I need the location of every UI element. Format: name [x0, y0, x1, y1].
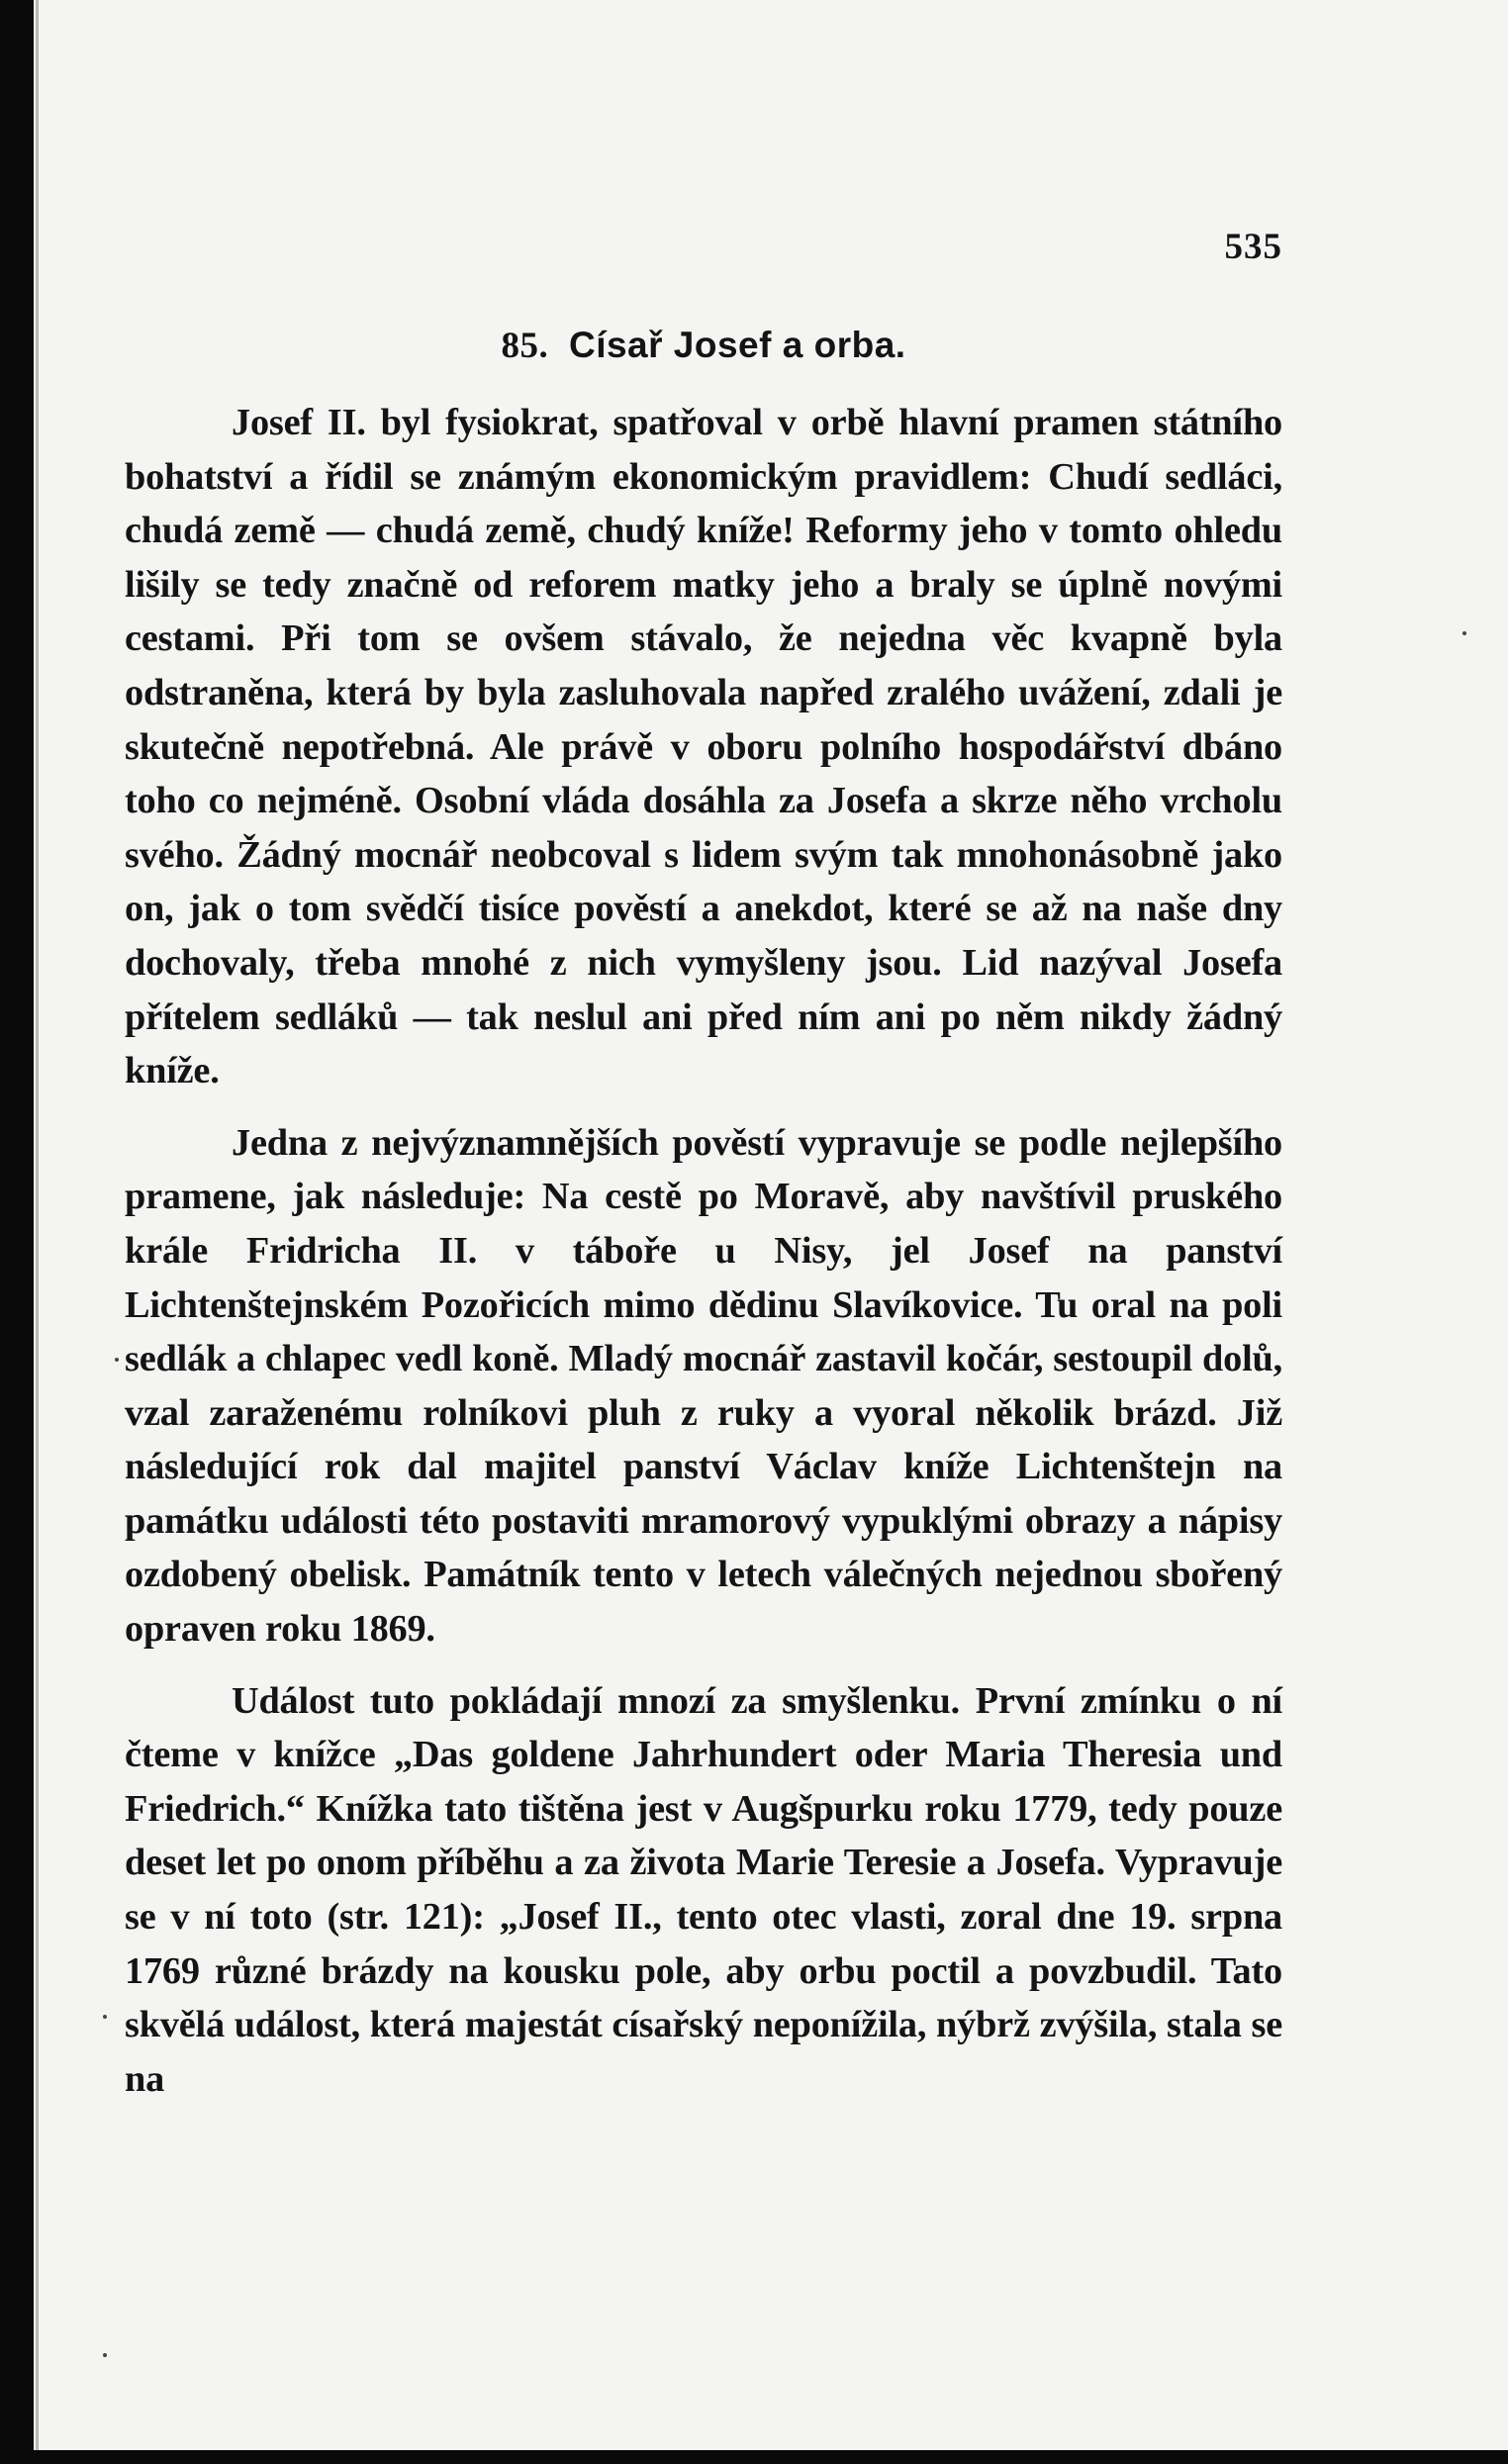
- page-gutter-line: [36, 0, 39, 2464]
- body-text: [125, 396, 1282, 2106]
- chapter-number: 85.: [501, 326, 549, 366]
- scan-speck: [103, 2353, 107, 2357]
- chapter-heading: [125, 325, 1282, 367]
- scan-speck: [1462, 631, 1466, 635]
- page-number: 535: [1224, 227, 1282, 267]
- scan-left-edge: [0, 0, 34, 2464]
- scan-speck: [115, 1358, 119, 1362]
- chapter-title: Císař Josef a orba.: [568, 325, 906, 365]
- scan-bottom-edge: [0, 2450, 1508, 2464]
- paragraph: Jedna z nejvýznamnějších pověstí vypravuje se podle nejlepšího pramene, jak následuje: Na cestě po Moravě, aby navštívil pruského krále Fridricha II. v táboře u Nisy, jel Josef na panství Lichtenštejnském Pozořicích mimo dědinu Slavíkovice. Tu oral na poli sedlák a chlapec vedl koně. Mladý mocnář zastavil kočár, sestoupil dolů, vzal zaraženému rolníkovi pluh z ruky a vyoral několik brázd. Již následující rok dal majitel panství Václav kníže Lichtenštejn na památku události této postaviti mramorový vypuklými obrazy a nápisy ozdobený obelisk. Památník tento v letech válečných nejednou sbořený opraven roku 1869.: [125, 1121, 1282, 1651]
- paragraph: Událost tuto pokládají mnozí za smyšlenku. První zmínku o ní čteme v knížce „Das goldene Jahrhundert oder Maria Theresia und Friedrich.“ Knížka tato tištěna jest v Augšpurku roku 1779, tedy pouze deset let po onom příběhu a za života Marie Teresie a Josefa. Vypravuje se v ní toto (str. 121): „Josef II., tento otec vlasti, zoral dne 19. srpna 1769 různé brázdy na kousku pole, aby orbu poctil a povzbudil. Tato skvělá událost, která majestát císařský neponížila, nýbrž zvýšila, stala se na: [125, 1679, 1282, 2100]
- paragraph: Josef II. byl fysiokrat, spatřoval v orbě hlavní pramen státního bohatství a řídil se známým ekonomickým pravidlem: Chudí sedláci, chudá země — chudá země, chudý kníže! Reformy jeho v tomto ohledu lišily se tedy značně od reforem matky jeho a braly se úplně novými cestami. Při tom se ovšem stávalo, že nejedna věc kvapně byla odstraněna, která by byla zasluhovala napřed zralého uvážení, zdali je skutečně nepotřebná. Ale právě v oboru polního hospodářství dbáno toho co nejméně. Osobní vláda dosáhla za Josefa a skrze něho vrcholu svého. Žádný mocnář neobcoval s lidem svým tak mnohonásobně jako on, jak o tom svědčí tisíce pověstí a anekdot, které se až na naše dny dochovaly, třeba mnohé z nich vymyšleny jsou. Lid nazýval Josefa přítelem sedláků — tak neslul ani před ním ani po něm nikdy žádný kníže.: [125, 402, 1282, 1092]
- scan-speck: [103, 2015, 107, 2019]
